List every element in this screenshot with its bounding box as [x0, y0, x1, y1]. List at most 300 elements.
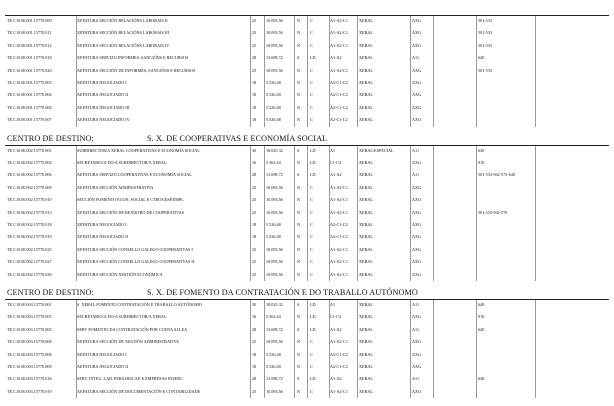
- cell-nivel: 25: [252, 271, 257, 277]
- cell-tipo: N: [297, 92, 301, 98]
- cell-subgrupo: A1: [330, 147, 336, 153]
- cell-formacion: 640: [478, 302, 485, 307]
- cell-denominacion: SECCIÓN FOMENTO ECON. SOCIAL E CTROS.ESP.EMPL: [77, 197, 184, 203]
- cell-adscr: AXG: [412, 339, 422, 345]
- table-row: [0, 327, 614, 333]
- cell-formacion: 910: [478, 314, 485, 320]
- cell-denominacion: XEFATURA SECCIÓN RELACIÓNS LABORAIS IV: [77, 42, 170, 48]
- cell-forma: LD: [310, 160, 316, 165]
- table-row: [0, 105, 614, 111]
- cell-codigo: TE.C10.00.003.15770.006: [7, 339, 52, 345]
- cell-codigo: TE.C10.00.002.15770.030: [7, 271, 52, 277]
- cell-subgrupo: A1-A2-C1: [330, 209, 348, 215]
- cell-tipo: N: [297, 160, 301, 165]
- cell-codigo: TE.C10.00.001.15770.012: [7, 42, 52, 48]
- cell-forma: C: [310, 197, 313, 203]
- cell-codigo: TE.C10.00.003.15770.003: [7, 314, 52, 320]
- cell-codigo: TE.C10.00.002.15770.002: [7, 160, 52, 165]
- centre-heading: [7, 134, 607, 144]
- table-row: [0, 43, 614, 49]
- cell-adscr: A11: [412, 326, 420, 332]
- cell-formacion: 640: [478, 147, 485, 153]
- cell-corpo: XERAL: [359, 18, 373, 23]
- cell-codigo: TE.C10.00.001.15770.011: [7, 30, 52, 36]
- cell-denominacion: SUBDIRECTOR/A XERAL COOPERATIVAS E ECONOMÍA SOCIAL: [77, 147, 200, 153]
- cell-denominacion: XEFATURA NEGOCIADO I: [77, 351, 127, 357]
- cell-denominacion: XEFATURA SECCIÓN RELACIÓNS LABORAIS II: [77, 18, 168, 23]
- cell-nivel: 18: [252, 92, 257, 98]
- table-row: [0, 185, 614, 191]
- cell-denominacion: XEFATURA SECCIÓN DE XESTIÓN ADMINISTRATIVA: [77, 339, 179, 345]
- cell-forma: LD: [310, 55, 316, 61]
- cell-codigo: TE.C10.00.003.15770.001: [7, 302, 52, 307]
- table-row: [0, 376, 614, 382]
- cell-adscr: A11: [412, 55, 420, 61]
- cell-corpo: XERAL: [359, 388, 373, 394]
- cell-tipo: N: [297, 351, 301, 357]
- table-row: [0, 314, 614, 320]
- table-row: [0, 80, 614, 86]
- cell-nivel: 25: [252, 246, 257, 252]
- table-row: [0, 18, 614, 24]
- cell-complemento: 10.093,56: [266, 271, 283, 277]
- cell-tipo: S: [297, 55, 300, 61]
- cell-denominacion: XEFATURA SECCIÓN RELACIÓNS LABORAIS III: [77, 30, 170, 36]
- cell-complemento: 10.093,56: [266, 388, 283, 394]
- cell-corpo: XERAL: [359, 339, 373, 345]
- cell-nivel: 25: [252, 209, 257, 215]
- cell-complemento: 5.526,48: [266, 117, 281, 123]
- cell-corpo: XERAL: [359, 92, 373, 98]
- cell-complemento: 10.093,56: [266, 339, 283, 345]
- cell-codigo: TE.C10.00.002.15770.025: [7, 246, 52, 252]
- cell-subgrupo: A1-A2-C1: [330, 271, 348, 277]
- cell-corpo: XERAL: [359, 117, 373, 123]
- cell-tipo: N: [297, 364, 301, 369]
- cell-formacion: 640: [478, 376, 485, 382]
- table-row: [0, 172, 614, 178]
- cell-forma: C: [310, 209, 313, 215]
- table-row: [0, 259, 614, 265]
- cell-forma: C: [310, 92, 313, 98]
- cell-tipo: N: [297, 234, 301, 240]
- cell-codigo: TE.C10.00.002.15770.006: [7, 172, 52, 178]
- table-row: [0, 30, 614, 36]
- cell-tipo: N: [297, 67, 301, 73]
- cell-nivel: 25: [252, 18, 257, 23]
- cell-tipo: N: [297, 259, 301, 265]
- cell-denominacion: XEFATURA NEGOCIADO I: [77, 222, 127, 227]
- cell-nivel: 18: [252, 104, 257, 110]
- cell-corpo: XERAL: [359, 222, 373, 227]
- cell-nivel: 28: [252, 55, 257, 61]
- cell-nivel: 18: [252, 351, 257, 357]
- cell-corpo: XERAL: [359, 234, 373, 240]
- cell-denominacion: XEFATURA NEGOCIADO II: [77, 364, 129, 369]
- cell-corpo: XERAL: [359, 271, 373, 277]
- cell-adscr: AXG: [412, 30, 422, 36]
- cell-complemento: 5.362,44: [266, 160, 281, 165]
- cell-corpo: XERAL: [359, 160, 373, 165]
- cell-forma: C: [310, 117, 313, 123]
- cell-adscr: A11: [412, 376, 420, 382]
- cell-adscr: AXG: [412, 67, 422, 73]
- table-row: [0, 210, 614, 216]
- cell-nivel: 18: [252, 80, 257, 85]
- cell-subgrupo: A1-A2-C1: [330, 30, 348, 36]
- cell-subgrupo: A1-A2: [330, 326, 342, 332]
- cell-subgrupo: A2-C1-C2: [330, 364, 348, 369]
- cell-complemento: 18.025,32: [266, 147, 283, 153]
- cell-subgrupo: A1-A2-C1: [330, 339, 348, 345]
- cell-nivel: 16: [252, 314, 257, 320]
- table-row: [0, 222, 614, 228]
- cell-forma: C: [310, 351, 313, 357]
- cell-adscr: AXG: [412, 388, 422, 394]
- cell-tipo: N: [297, 246, 301, 252]
- cell-adscr: AXG: [412, 351, 422, 357]
- cell-denominacion: XEFATURA SECCIÓN DE REXISTRO DE COOPERATIVAS: [77, 209, 184, 215]
- cell-nivel: 30: [252, 302, 257, 307]
- cell-subgrupo: A1-A2-C1: [330, 388, 348, 394]
- cell-subgrupo: C1-C2: [330, 314, 342, 320]
- table-row: [0, 234, 614, 240]
- cell-complemento: 10.093,56: [266, 246, 283, 252]
- cell-adscr: AXG: [412, 184, 422, 190]
- cell-forma: LD: [310, 147, 316, 153]
- centre-rule: [5, 299, 609, 300]
- cell-tipo: N: [297, 388, 301, 394]
- cell-forma: LD: [310, 314, 316, 320]
- cell-codigo: TE.C10.00.002.15770.009: [7, 184, 52, 190]
- cell-nivel: 18: [252, 222, 257, 227]
- cell-subgrupo: A2-C1-C2: [330, 80, 348, 85]
- cell-adscr: AXG: [412, 197, 422, 203]
- cell-codigo: TE.C10.00.001.15770.006: [7, 104, 52, 110]
- cell-tipo: N: [297, 209, 301, 215]
- cell-codigo: TE.C10.00.001.15770.018: [7, 55, 52, 61]
- cell-subgrupo: A1-A2: [330, 376, 342, 382]
- cell-forma: C: [310, 18, 313, 23]
- cell-complemento: 5.526,48: [266, 364, 281, 369]
- table-row: [0, 117, 614, 123]
- cell-subgrupo: A2-C1-C2: [330, 104, 348, 110]
- cell-denominacion: SECRETARIO/A DO/A SUBDIRECTOR/A XERAL: [77, 160, 167, 165]
- cell-denominacion: SECRETARIO/A DO/A SUBDIRECTOR/A XERAL: [77, 314, 167, 320]
- cell-forma: C: [310, 184, 313, 190]
- cell-forma: C: [310, 388, 313, 394]
- cell-subgrupo: A1-A2: [330, 55, 342, 61]
- cell-adscr: AXG: [412, 222, 422, 227]
- cell-formacion: 910: [478, 160, 485, 165]
- cell-codigo: TE.C10.00.003.15770.019: [7, 388, 52, 394]
- cell-denominacion: XEFATURA SECCIÓN XESTIÓN ECONÓMICA: [77, 271, 163, 277]
- cell-nivel: 18: [252, 117, 257, 123]
- cell-codigo: TE.C10.00.003.15770.009: [7, 364, 52, 369]
- cell-denominacion: XEFATURA NEGOCIADO II: [77, 234, 129, 240]
- cell-corpo: XERAL: [359, 184, 373, 190]
- cell-denominacion: XEFATURA NEGOCIADO I: [77, 80, 127, 85]
- cell-denominacion: XEFATURA NEGOCIADO III: [77, 104, 130, 110]
- cell-forma: LD: [310, 376, 316, 382]
- cell-codigo: TE.C10.00.001.15770.004: [7, 92, 52, 98]
- cell-codigo: TE.C10.00.002.15770.001: [7, 147, 52, 153]
- cell-subgrupo: A2-C1-C2: [330, 222, 348, 227]
- cell-corpo: XERAL: [359, 30, 373, 36]
- cell-formacion: 640: [478, 55, 485, 61]
- centre-name: S. X. DE COOPERATIVAS E ECONOMÍA SOCIAL: [147, 133, 328, 143]
- cell-formacion: 501-533-562-573-640: [478, 172, 515, 178]
- cell-tipo: N: [297, 42, 301, 48]
- cell-complemento: 18.025,32: [266, 302, 283, 307]
- cell-corpo: XERAL: [359, 197, 373, 203]
- cell-denominacion: XEFATURA SECCIÓN CONSELLO GALEGO COOPERATIVAS II: [77, 259, 195, 265]
- cell-corpo: XERAL: [359, 326, 373, 332]
- cell-formacion: 501-533: [478, 67, 492, 73]
- table-row: [0, 389, 614, 395]
- cell-forma: C: [310, 259, 313, 265]
- cell-complemento: 13.698,72: [266, 55, 283, 61]
- table-row: [0, 302, 614, 308]
- cell-codigo: TE.C10.00.003.15770.005: [7, 326, 52, 332]
- cell-adscr: AXG: [412, 117, 422, 123]
- cell-complemento: 13.698,72: [266, 376, 283, 382]
- cell-subgrupo: A1: [330, 302, 336, 307]
- centre-rule: [5, 145, 609, 146]
- cell-adscr: AXG: [412, 42, 422, 48]
- cell-codigo: TE.C10.00.001.15770.020: [7, 67, 52, 73]
- cell-denominacion: S. XERAL FOMENTO CONTRATACIÓN E TRABALLO AUTÓNOMO: [77, 302, 202, 307]
- cell-codigo: TE.C10.00.002.15770.010: [7, 197, 52, 203]
- cell-subgrupo: A2-C1-C2: [330, 117, 348, 123]
- cell-forma: C: [310, 271, 313, 277]
- cell-subgrupo: A2-C1-C2: [330, 234, 348, 240]
- cell-corpo: XERAL: [359, 104, 373, 110]
- table-row: [0, 364, 614, 370]
- cell-forma: C: [310, 234, 313, 240]
- cell-nivel: 25: [252, 184, 257, 190]
- cell-denominacion: XEFATURA SERVIZO COOPERATIVAS E ECONOMÍA SOCIAL: [77, 172, 192, 178]
- table-row: [0, 197, 614, 203]
- cell-subgrupo: A1-A2-C1: [330, 184, 348, 190]
- cell-complemento: 5.526,48: [266, 104, 281, 110]
- table-row: [0, 352, 614, 358]
- cell-forma: C: [310, 104, 313, 110]
- cell-corpo: XERAL: [359, 209, 373, 215]
- table-row: [0, 160, 614, 166]
- cell-forma: C: [310, 30, 313, 36]
- cell-tipo: S: [297, 147, 300, 153]
- cell-adscr: A11: [412, 147, 420, 153]
- cell-tipo: N: [297, 314, 301, 320]
- cell-adscr: A11: [412, 302, 420, 307]
- cell-forma: LD: [310, 302, 316, 307]
- cell-nivel: 25: [252, 30, 257, 36]
- cell-denominacion: XEFATURA NEGOCIADO II: [77, 92, 129, 98]
- cell-tipo: N: [297, 117, 301, 123]
- cell-codigo: TE.C10.00.001.15770.009: [7, 18, 52, 23]
- cell-tipo: N: [297, 18, 301, 23]
- cell-corpo: XERAL: [359, 376, 373, 382]
- cell-adscr: AXG: [412, 364, 422, 369]
- cell-formacion: 501-533: [478, 42, 492, 48]
- cell-tipo: S: [297, 302, 300, 307]
- cell-corpo: XERAL: [359, 314, 373, 320]
- centre-name: S. X. DE FOMENTO DA CONTRATACIÓN E DO TRABALLO AUTÓNOMO: [147, 288, 418, 297]
- cell-forma: C: [310, 364, 313, 369]
- cell-codigo: TE.C10.00.001.15770.007: [7, 117, 52, 123]
- cell-tipo: N: [297, 80, 301, 85]
- cell-subgrupo: A1-A2-C1: [330, 259, 348, 265]
- cell-codigo: TE.C10.00.001.15770.003: [7, 80, 52, 85]
- cell-corpo: XERAL: [359, 80, 373, 85]
- table-row: [0, 92, 614, 98]
- cell-adscr: AXG: [412, 104, 422, 110]
- cell-nivel: 18: [252, 234, 257, 240]
- cell-nivel: 25: [252, 388, 257, 394]
- cell-adscr: A11: [412, 172, 420, 178]
- cell-denominacion: XEFATURA SERVIZO INFORMES, SANCIÓNS E RECURSOS: [77, 55, 189, 61]
- cell-forma: LD: [310, 326, 316, 332]
- cell-codigo: TE.C10.00.002.15770.027: [7, 259, 52, 265]
- cell-corpo: XERAL: [359, 55, 373, 61]
- cell-tipo: N: [297, 222, 301, 227]
- cell-corpo: XERAL: [359, 302, 373, 307]
- cell-complemento: 5.526,48: [266, 234, 281, 240]
- cell-denominacion: XEFATURA SECCIÓN DE DOCUMENTACIÓN E CONTABILIDADE: [77, 388, 201, 394]
- cell-corpo: XERAL: [359, 364, 373, 369]
- cell-subgrupo: A1-A2: [330, 172, 342, 178]
- cell-tipo: S: [297, 376, 300, 382]
- cell-nivel: 28: [252, 172, 257, 178]
- cell-complemento: 5.362,44: [266, 314, 281, 320]
- cell-tipo: N: [297, 30, 301, 36]
- cell-codigo: TE.C10.00.003.15770.016: [7, 376, 52, 382]
- cell-formacion: 501-533: [478, 18, 492, 23]
- cell-nivel: 30: [252, 147, 257, 153]
- cell-adscr: AXG: [412, 92, 422, 98]
- cell-subgrupo: A1-A2-C1: [330, 18, 348, 23]
- cell-subgrupo: A2-C1-C2: [330, 92, 348, 98]
- cell-tipo: N: [297, 339, 301, 345]
- cell-adscr: AXG: [412, 234, 422, 240]
- cell-corpo: XERAL: [359, 42, 373, 48]
- cell-forma: C: [310, 67, 313, 73]
- cell-denominacion: XEFATURA NEGOCIADO IV: [77, 117, 130, 123]
- cell-complemento: 13.698,72: [266, 172, 283, 178]
- cell-nivel: 25: [252, 339, 257, 345]
- cell-nivel: 25: [252, 197, 257, 203]
- cell-forma: C: [310, 80, 313, 85]
- cell-forma: C: [310, 339, 313, 345]
- cell-formacion: 501-533: [478, 30, 492, 36]
- cell-denominacion: XEFATURA SECCIÓN CONSELLO GALEGO COOPERATIVAS I: [77, 246, 193, 252]
- cell-complemento: 5.526,48: [266, 351, 281, 357]
- centre-heading: [7, 288, 607, 298]
- cell-adscr: AXG: [412, 209, 422, 215]
- cell-corpo: XERAL: [359, 67, 373, 73]
- cell-codigo: TE.C10.00.002.15770.018: [7, 222, 52, 227]
- cell-formacion: 640: [478, 326, 485, 332]
- cell-tipo: N: [297, 271, 301, 277]
- cell-tipo: N: [297, 184, 301, 190]
- cell-subgrupo: A1-A2-C1: [330, 67, 348, 73]
- cell-complemento: 10.093,56: [266, 209, 283, 215]
- cell-complemento: 10.093,56: [266, 42, 283, 48]
- cell-formacion: 501-533-562-570: [478, 209, 508, 215]
- centre-label: CENTRO DE DESTINO:: [7, 288, 94, 297]
- cell-subgrupo: C1-C2: [330, 160, 342, 165]
- cell-complemento: 10.093,56: [266, 67, 283, 73]
- cell-subgrupo: A1-A2-C1: [330, 42, 348, 48]
- cell-complemento: 5.526,48: [266, 92, 281, 98]
- cell-corpo: XERAL: [359, 246, 373, 252]
- cell-subgrupo: A1-A2-C1: [330, 246, 348, 252]
- cell-codigo: TE.C10.00.003.15770.008: [7, 351, 52, 357]
- cell-complemento: 10.093,56: [266, 30, 283, 36]
- table-row: [0, 68, 614, 74]
- cell-corpo: XERAL: [359, 259, 373, 265]
- table-row: [0, 55, 614, 61]
- table-row: [0, 247, 614, 253]
- cell-nivel: 28: [252, 376, 257, 382]
- cell-denominacion: SERV FOMENTO DA CONTRATACIÓN POR CONTA ALLEA: [77, 326, 188, 332]
- cell-forma: LD: [310, 172, 316, 178]
- cell-tipo: N: [297, 197, 301, 203]
- cell-subgrupo: A1-A2-C1: [330, 197, 348, 203]
- cell-complemento: 13.698,72: [266, 326, 283, 332]
- table-row: [0, 148, 614, 154]
- cell-denominacion: SERV. INTEG. LAB. PERS.DISCAP. E EMPRESAS INSERC: [77, 376, 183, 382]
- cell-tipo: N: [297, 104, 301, 110]
- cell-complemento: 5.526,48: [266, 80, 281, 85]
- cell-nivel: 25: [252, 42, 257, 48]
- cell-forma: C: [310, 42, 313, 48]
- cell-denominacion: XEFATURA SECCIÓN ADMINISTRATIVA: [77, 184, 154, 190]
- table-row: [0, 339, 614, 345]
- cell-nivel: 18: [252, 364, 257, 369]
- cell-adscr: AXG: [412, 80, 422, 85]
- centre-label: CENTRO DE DESTINO:: [7, 133, 94, 143]
- cell-corpo: XERAL/ESPECIAL: [359, 147, 394, 153]
- cell-tipo: S: [297, 172, 300, 178]
- table-row: [0, 272, 614, 278]
- cell-forma: C: [310, 222, 313, 227]
- cell-nivel: 16: [252, 160, 257, 165]
- cell-codigo: TE.C10.00.002.15770.013: [7, 209, 52, 215]
- cell-tipo: S: [297, 326, 300, 332]
- cell-adscr: AXG: [412, 160, 422, 165]
- cell-complemento: 10.093,56: [266, 197, 283, 203]
- cell-complemento: 5.526,48: [266, 222, 281, 227]
- cell-nivel: 25: [252, 259, 257, 265]
- cell-complemento: 10.093,56: [266, 259, 283, 265]
- cell-corpo: XERAL: [359, 351, 373, 357]
- cell-complemento: 10.093,56: [266, 184, 283, 190]
- cell-denominacion: XEFATURA SECCIÓN DE INFORMES, SANCIÓNS E RECURSOS: [77, 67, 196, 73]
- cell-adscr: AXG: [412, 18, 422, 23]
- cell-nivel: 25: [252, 67, 257, 73]
- cell-complemento: 10.093,56: [266, 18, 283, 23]
- cell-nivel: 28: [252, 326, 257, 332]
- cell-forma: C: [310, 246, 313, 252]
- cell-adscr: AXG: [412, 246, 422, 252]
- cell-adscr: AXG: [412, 271, 422, 277]
- cell-adscr: AXG: [412, 259, 422, 265]
- cell-subgrupo: A2-C1-C2: [330, 351, 348, 357]
- cell-corpo: XERAL: [359, 172, 373, 178]
- cell-codigo: TE.C10.00.002.15770.019: [7, 234, 52, 240]
